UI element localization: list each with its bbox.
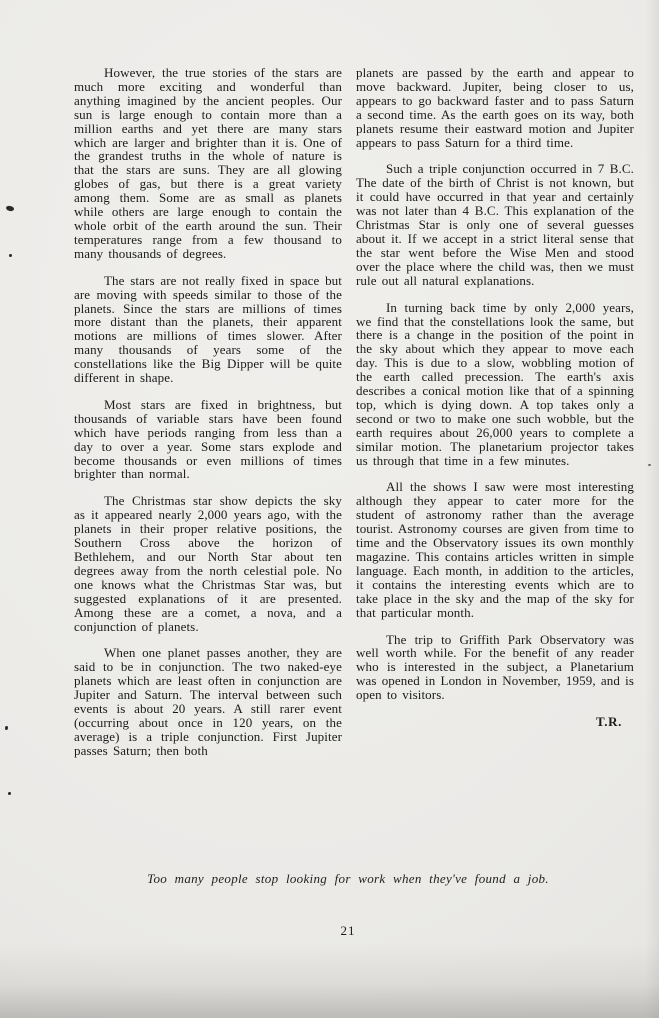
paragraph-shows-observatory: All the shows I saw were most interesting although they appear to cater more for the student of astronomy rather than the average tourist. Astronomy courses are given from time to time and the Observatory issues its own monthly magazine. This contains articles written in simple language. Each month, in addition to the articles, it contains the interesting events which are to take place in the sky and the map of the sky for that particular month. [356,479,634,620]
ink-speck [8,792,11,795]
paragraph-planets-passed: planets are passed by the earth and appear to move backward. Jupiter, being closer to us, appears to go backward faster and to pass Saturn a second time. As the earth goes on its way, both planets resume their eastward motion and Jupiter appears to pass Saturn for a third time. [356,65,634,150]
paragraph-variable-stars: Most stars are fixed in brightness, but thousands of variable stars have been found which have periods ranging from less than a day to over a year. Some stars explode and become thousands or even millions of times brighter than normal. [74,396,342,482]
footer-quote: Too many people stop looking for work when they've found a job. [147,871,549,886]
paragraph-griffith-park-trip: The trip to Griffith Park Observatory was well worth while. For the benefit of any reader who is interested in the subject, a Planetarium was opened in London in November, 1959, and is open to visitors. [356,631,634,703]
paragraph-christmas-star-show: The Christmas star show depicts the sky as it appeared nearly 2,000 years ago, with the planets in their proper relative positions, the Southern Cross above the horizon of Bethlehem, and our North Star about ten degrees away from the north celestial pole. No one knows what the Christmas Star was, but suggested explanations of it are presented. Among these are a comet, a nova, and a conjunction of planets. [74,493,342,634]
right-text-column [356,66,634,729]
page-number: 21 [340,923,356,938]
paragraph-conjunction: When one planet passes another, they are said to be in conjunction. The two naked-eye planets which are least often in conjunction are Jupiter and Saturn. The interval between such events is about 20 years. A still rarer event (occurring about once in 120 years, on the average) is a triple conjunction. First Jupiter passes Saturn; then both [74,645,342,758]
left-text-column [74,66,342,771]
paragraph-stars-true-stories: However, the true stories of the stars are much more exciting and wonderful than anything imagined by the ancient peoples. Our sun is large enough to contain more than a million earths and yet there are many stars which are larger and brighter than it is. One of the grandest truths in the whole of nature is that the stars are suns. They are all glowing globes of gas, but there is a great variety among them. Some are as small as planets while others are large enough to contain the whole orbit of the earth around the sun. Their temperatures range from a few thousand to many thousands of degrees. [74,65,342,261]
scan-edge-shadow-bottom [0,943,659,1018]
scan-edge-shadow-right [645,0,659,1018]
ink-speck [5,205,14,212]
ink-speck [5,726,8,730]
ink-speck [648,464,651,466]
ink-speck [9,254,12,257]
paragraph-triple-conjunction-7bc: Such a triple conjunction occurred in 7 B.C. The date of the birth of Christ is not known, but it could have occurred in that year and certainly was not later than 4 B.C. This explanation of the Christmas Star is only one of several guesses about it. If we accept in a strict literal sense that the star went before the Wise Men and stood over the place where the child was, then we must rule out all natural explanations. [356,161,634,288]
paragraph-precession: In turning back time by only 2,000 years, we find that the constellations look the same, but there is a change in the position of the point in the sky about which they appear to move each day. This is due to a slow, wobbling motion of the earth called precession. The earth's axis describes a conical motion like that of a spinning top, which is dying down. A top takes only a second or two to make one such wobble, but the earth requires about 26,000 years to complete a similar motion. The planetarium projector takes us through that time in a few minutes. [356,299,634,468]
author-initials: T.R. [596,714,622,730]
paragraph-stars-not-fixed: The stars are not really fixed in space but are moving with speeds similar to those of the planets. Since the stars are millions of times more distant than the planets, their apparent motions are millions of times slower. After many thousands of years some of the constellations like the Big Dipper will be quite different in shape. [74,272,342,386]
